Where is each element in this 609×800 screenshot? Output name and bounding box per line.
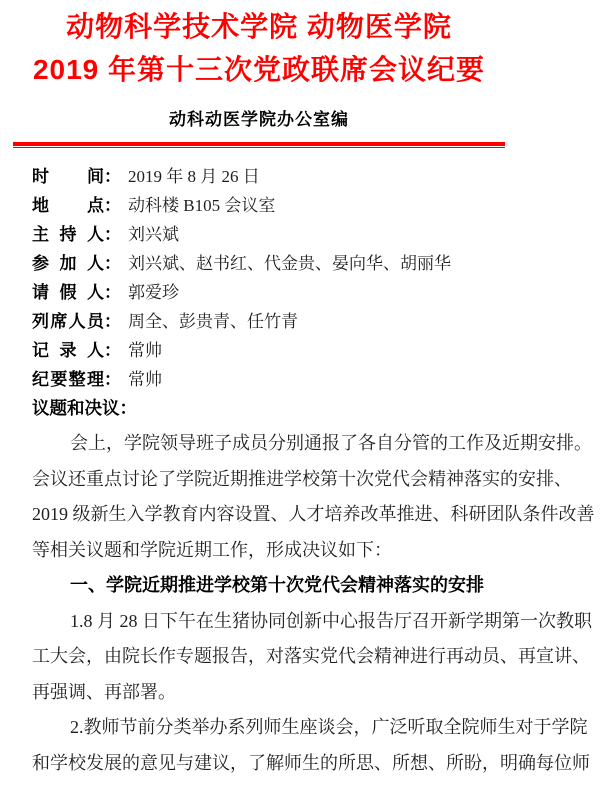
label-colon: ： [104, 312, 121, 331]
detail-label-recorder: 记 录 人 [32, 341, 104, 360]
detail-value-observers: 周全、彭贵青、任竹青 [128, 312, 298, 331]
detail-value-absent: 郭爱珍 [128, 283, 179, 302]
document-title-line-1: 动物科学技术学院 动物医学院 [66, 11, 452, 42]
detail-row-compiler [32, 365, 588, 394]
detail-row-time [32, 162, 588, 191]
detail-label-observers: 列 席 人 员 [32, 312, 104, 331]
body-line: 再强调、再部署。 [32, 681, 176, 702]
body-line: 1.8 月 28 日下午在生猪协同创新中心报告厅召开新学期第一次教职 [70, 610, 592, 631]
label-colon: ： [104, 196, 121, 215]
detail-label-time: 时 间 [32, 167, 104, 186]
detail-value-recorder: 常帅 [128, 341, 162, 360]
body-line: 2019 级新生入学教育内容设置、人才培养改革推进、科研团队条件改善 [32, 504, 595, 524]
detail-row-recorder [32, 336, 588, 365]
label-colon: ： [104, 225, 121, 244]
label-colon: ： [104, 167, 121, 186]
detail-label-location: 地 点 [32, 196, 104, 215]
detail-label-host: 主 持 人 [32, 225, 104, 244]
detail-value-location: 动科楼 B105 会议室 [128, 196, 276, 215]
detail-row-attendees [32, 249, 588, 278]
detail-row-observers [32, 307, 588, 336]
document-header [13, 0, 505, 130]
detail-row-absent [32, 278, 588, 307]
label-colon: ： [104, 370, 121, 389]
body-line: 等相关议题和学院近期工作，形成决议如下： [32, 539, 392, 560]
red-thick-thin-divider [13, 142, 505, 148]
body-line: 会上，学院领导班子成员分别通报了各自分管的工作及近期安排。 [70, 433, 592, 453]
detail-value-attendees: 刘兴斌、赵书红、代金贵、晏向华、胡丽华 [128, 254, 451, 273]
detail-row-location [32, 191, 588, 220]
detail-value-time: 2019 年 8 月 26 日 [128, 167, 260, 186]
detail-row-host [32, 220, 588, 249]
topics-and-resolutions-heading: 议题和决议： [32, 398, 137, 418]
body-line: 2.教师节前分类举办系列师生座谈会，广泛听取全院师生对于学院 [70, 717, 588, 737]
body-line: 会议还重点讨论了学院近期推进学校第十次党代会精神落实的安排、 [32, 468, 572, 489]
label-colon: ： [104, 341, 121, 360]
detail-value-compiler: 常帅 [128, 370, 162, 389]
detail-value-host: 刘兴斌 [128, 225, 179, 244]
body-line: 工大会，由院长作专题报告，对落实党代会精神进行再动员、再宣讲、 [32, 646, 590, 666]
compiled-by-line: 动科动医学院办公室编 [169, 110, 349, 129]
resolution-heading-1: 一、学院近期推进学校第十次党代会精神落实的安排 [70, 575, 484, 595]
meeting-details-list [32, 162, 588, 394]
label-colon: ： [104, 283, 121, 302]
document-title-line-2: 2019 年第十三次党政联席会议纪要 [32, 54, 486, 85]
detail-label-absent: 请 假 人 [32, 283, 104, 302]
label-colon: ： [104, 254, 121, 273]
detail-label-compiler: 纪 要 整 理 [32, 370, 104, 389]
body-paragraphs [32, 426, 595, 781]
detail-label-attendees: 参 加 人 [32, 254, 104, 273]
body-line: 和学校发展的意见与建议，了解师生的所思、所想、所盼，明确每位师 [32, 752, 590, 773]
